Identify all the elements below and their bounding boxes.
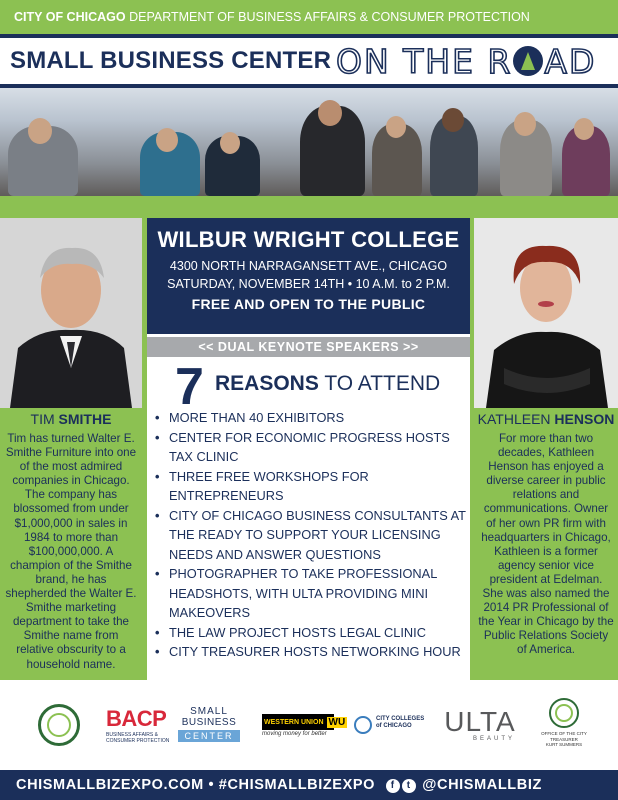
- center-panel: [147, 218, 470, 680]
- speaker-bio-right: For more than two decades, Kathleen Henson has enjoyed a diverse career in public relations and communications. Owner of her own PR firm with headquarters in Chicago, Kathleen is a former agency senior vice president at Edelman. She was also named the 2014 PR Professional of the Year in Chicago by the Public Relations Society of America.: [478, 432, 614, 657]
- speaker-first-name: TIM: [30, 411, 59, 427]
- free-admission: FREE AND OPEN TO THE PUBLIC: [191, 296, 426, 312]
- city-seal-logo: [38, 704, 80, 746]
- wu-tagline: moving money for better: [262, 731, 327, 737]
- speaker-name-left: [0, 408, 142, 430]
- ccc-name: CITY COLLEGES of CHICAGO: [376, 716, 425, 729]
- speaker-first-name: KATHLEEN: [477, 411, 555, 427]
- speaker-last-name: HENSON: [554, 411, 615, 427]
- city-treasurer-logo: [534, 698, 594, 760]
- sbc-line3: CENTER: [178, 730, 240, 742]
- wu-mark: WU: [328, 716, 346, 728]
- bacp-logo: [106, 708, 176, 746]
- speaker-last-name: SMITHE: [58, 411, 112, 427]
- department-banner: [0, 0, 618, 34]
- list-item: • MORE THAN 40 EXHIBITORS: [155, 408, 467, 428]
- social-icons: [386, 777, 423, 793]
- ulta-logo: [440, 708, 520, 748]
- title-small-business-center: SMALL BUSINESS CENTER: [10, 47, 332, 74]
- reasons-list: [155, 408, 467, 662]
- sponsor-logos: [0, 680, 618, 770]
- sbc-line1: SMALL: [190, 706, 228, 717]
- list-item: • THREE FREE WORKSHOPS FOR ENTREPRENEURS: [155, 467, 467, 506]
- kathleen-henson-photo: [474, 218, 618, 408]
- title-on-the-road: [336, 42, 596, 81]
- city-colleges-logo: [354, 714, 426, 738]
- small-business-center-logo: [178, 706, 240, 746]
- list-item: • CITY OF CHICAGO BUSINESS CONSULTANTS AT THE READY TO SUPPORT YOUR LICENSING NEEDS AND ANSWER QUESTIONS: [155, 506, 467, 565]
- list-item: • CENTER FOR ECONOMIC PROGRESS HOSTS TAX CLINIC: [155, 428, 467, 467]
- western-union-logo: [262, 714, 346, 740]
- list-item: • THE LAW PROJECT HOSTS LEGAL CLINIC: [155, 623, 467, 643]
- treasurer-office: OFFICE OF THE CITY TREASURER: [541, 731, 587, 742]
- ulta-subtitle: BEAUTY: [472, 736, 515, 742]
- list-item: • PHOTOGRAPHER TO TAKE PROFESSIONAL HEADSHOTS, WITH ULTA PROVIDING MINI MAKEOVERS: [155, 564, 467, 623]
- reasons-rest: TO ATTEND: [318, 372, 441, 395]
- event-date: SATURDAY, NOVEMBER 14TH • 10 A.M. to 2 P.M.: [167, 277, 450, 291]
- website-link[interactable]: CHISMALLBIZEXPO.COM: [16, 777, 204, 793]
- treasurer-name: KURT SUMMERS: [545, 742, 583, 747]
- reasons-heading-text: [215, 372, 440, 396]
- ulta-wordmark: ULTA: [444, 706, 516, 737]
- department-name: DEPARTMENT OF BUSINESS AFFAIRS & CONSUMER PROTECTION: [129, 10, 530, 24]
- org-name: CITY OF CHICAGO: [14, 10, 126, 24]
- twitter-icon[interactable]: t: [402, 779, 416, 793]
- speaker-name-right: [474, 408, 618, 430]
- reasons-heading: [175, 358, 204, 416]
- title-on-the-road-a: ON THE R: [336, 42, 513, 81]
- hashtag: #CHISMALLBIZEXPO: [218, 777, 376, 793]
- footer-separator: •: [208, 777, 219, 793]
- tim-smithe-photo: [0, 218, 142, 408]
- venue-name: WILBUR WRIGHT COLLEGE: [157, 227, 460, 252]
- bacp-wordmark: BACP: [106, 706, 167, 731]
- footer-bar: [0, 770, 618, 800]
- road-o-icon: [513, 46, 543, 76]
- facebook-icon[interactable]: f: [386, 779, 400, 793]
- keynote-bar: << DUAL KEYNOTE SPEAKERS >>: [147, 337, 470, 357]
- title-on-the-road-b: AD: [544, 42, 597, 81]
- venue-address: 4300 NORTH NARRAGANSETT AVE., CHICAGO: [169, 259, 448, 273]
- reasons-word: REASONS: [215, 372, 319, 395]
- speaker-bio-left: Tim has turned Walter E. Smithe Furniture into one of the most admired companies in Chicago. The company has blossomed from under $1,000,000 in sales in 1984 to more than $100,000,000. A champion of the Smithe brand, he has shepherded the Walter E. Smithe marketing department to take the Smithe name from relative obscurity to a household name.: [5, 432, 137, 671]
- wu-name: WESTERN UNION: [264, 718, 324, 726]
- title-band: [0, 34, 618, 88]
- bacp-subtitle: BUSINESS AFFAIRS & CONSUMER PROTECTION: [106, 732, 170, 744]
- social-handle[interactable]: @CHISMALLBIZ: [422, 777, 542, 793]
- event-crowd-photo: [0, 88, 618, 196]
- venue-box: [147, 218, 470, 334]
- list-item: • CITY TREASURER HOSTS NETWORKING HOUR: [155, 642, 467, 662]
- reasons-number: 7: [175, 358, 204, 416]
- sbc-line2: BUSINESS: [181, 717, 237, 728]
